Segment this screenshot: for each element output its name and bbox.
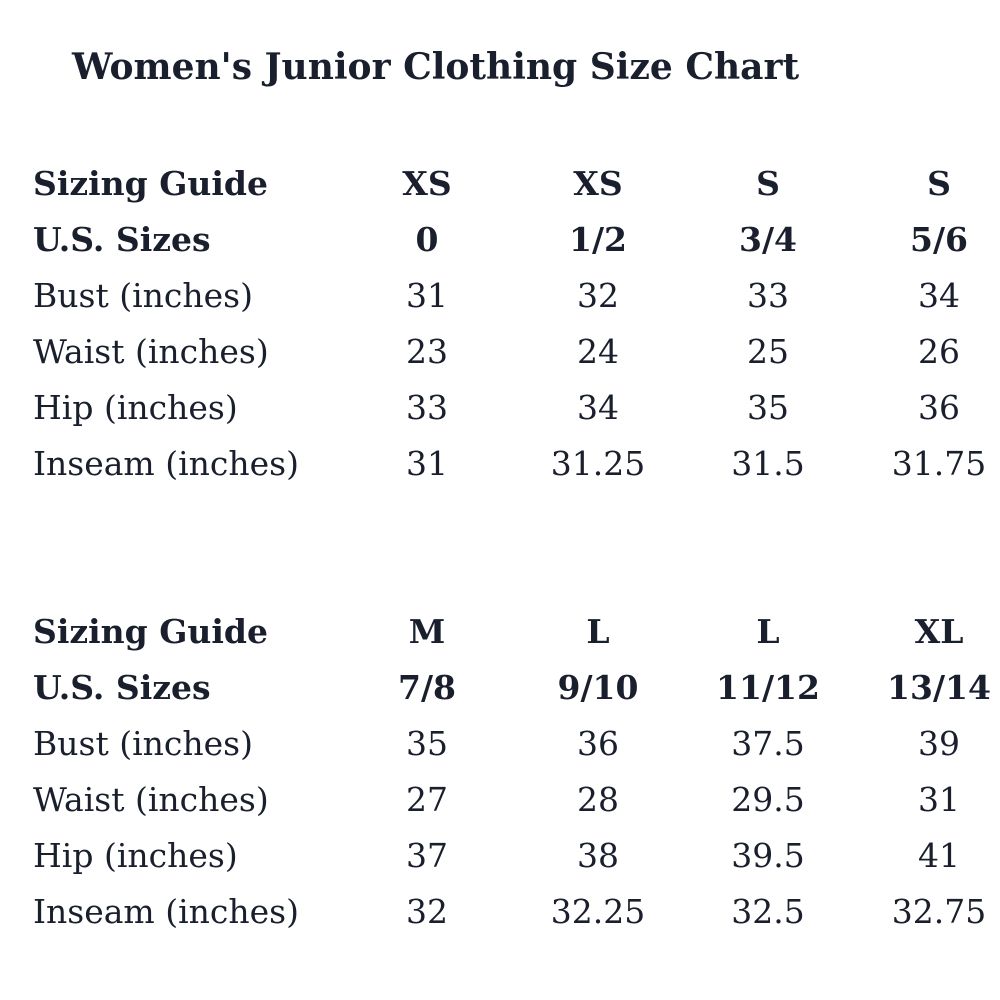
table-cell: 5/6 (910, 220, 968, 259)
row-label: U.S. Sizes (33, 668, 211, 707)
table-cell: 36 (918, 388, 960, 427)
row-label: Hip (inches) (33, 836, 238, 875)
table-row-sizing-guide (0, 156, 1000, 212)
table-cell: 33 (406, 388, 448, 427)
table-cell: XS (573, 164, 623, 203)
table-row-us-sizes (0, 660, 1000, 716)
row-label: Sizing Guide (33, 164, 268, 203)
table-cell: 0 (415, 220, 439, 259)
table-cell: L (756, 612, 780, 651)
table-row-hip (0, 380, 1000, 436)
row-label: U.S. Sizes (33, 220, 211, 259)
table-cell: 31 (406, 444, 448, 483)
table-row-hip (0, 828, 1000, 884)
table-cell: 23 (406, 332, 448, 371)
table-cell: S (927, 164, 951, 203)
table-cell: L (586, 612, 610, 651)
table-cell: 31.5 (731, 444, 805, 483)
table-cell: M (408, 612, 446, 651)
row-label: Bust (inches) (33, 724, 253, 763)
table-cell: 34 (577, 388, 619, 427)
table-cell: 31.75 (891, 444, 987, 483)
table-cell: 32.75 (891, 892, 987, 931)
table-cell: 35 (747, 388, 789, 427)
table-cell: 34 (918, 276, 960, 315)
table-cell: 38 (577, 836, 619, 875)
table-row-inseam (0, 884, 1000, 940)
table-cell: 25 (747, 332, 789, 371)
row-label: Waist (inches) (33, 332, 269, 371)
row-label: Bust (inches) (33, 276, 253, 315)
table-cell: 32.25 (550, 892, 646, 931)
table-row-bust (0, 268, 1000, 324)
table-cell: 31 (406, 276, 448, 315)
row-label: Waist (inches) (33, 780, 269, 819)
table-row-waist (0, 772, 1000, 828)
table-row-bust (0, 716, 1000, 772)
table-cell: 28 (577, 780, 619, 819)
table-cell: 1/2 (569, 220, 627, 259)
table-cell: 37.5 (731, 724, 805, 763)
table-cell: 9/10 (557, 668, 639, 707)
table-cell: 27 (406, 780, 448, 819)
row-label: Inseam (inches) (33, 444, 299, 483)
table-cell: 26 (918, 332, 960, 371)
page-title: Women's Junior Clothing Size Chart (72, 46, 800, 88)
row-label: Inseam (inches) (33, 892, 299, 931)
table-cell: XL (914, 612, 964, 651)
table-cell: 29.5 (731, 780, 805, 819)
table-cell: 37 (406, 836, 448, 875)
table-cell: 39 (918, 724, 960, 763)
table-row-us-sizes (0, 212, 1000, 268)
table-cell: 24 (577, 332, 619, 371)
table-cell: 31.25 (550, 444, 646, 483)
table-cell: 35 (406, 724, 448, 763)
table-cell: 13/14 (887, 668, 991, 707)
row-label: Hip (inches) (33, 388, 238, 427)
table-cell: 41 (918, 836, 960, 875)
table-cell: 32.5 (731, 892, 805, 931)
table-cell: 36 (577, 724, 619, 763)
table-cell: 31 (918, 780, 960, 819)
row-label: Sizing Guide (33, 612, 268, 651)
table-cell: 32 (406, 892, 448, 931)
table-cell: 39.5 (731, 836, 805, 875)
table-row-inseam (0, 436, 1000, 492)
table-row-waist (0, 324, 1000, 380)
table-cell: 11/12 (716, 668, 820, 707)
table-cell: S (756, 164, 780, 203)
table-cell: 33 (747, 276, 789, 315)
table-cell: XS (402, 164, 452, 203)
table-cell: 32 (577, 276, 619, 315)
table-row-sizing-guide (0, 604, 1000, 660)
table-cell: 7/8 (398, 668, 456, 707)
table-cell: 3/4 (739, 220, 797, 259)
size-table-large (0, 604, 1000, 940)
size-table-small (0, 156, 1000, 492)
